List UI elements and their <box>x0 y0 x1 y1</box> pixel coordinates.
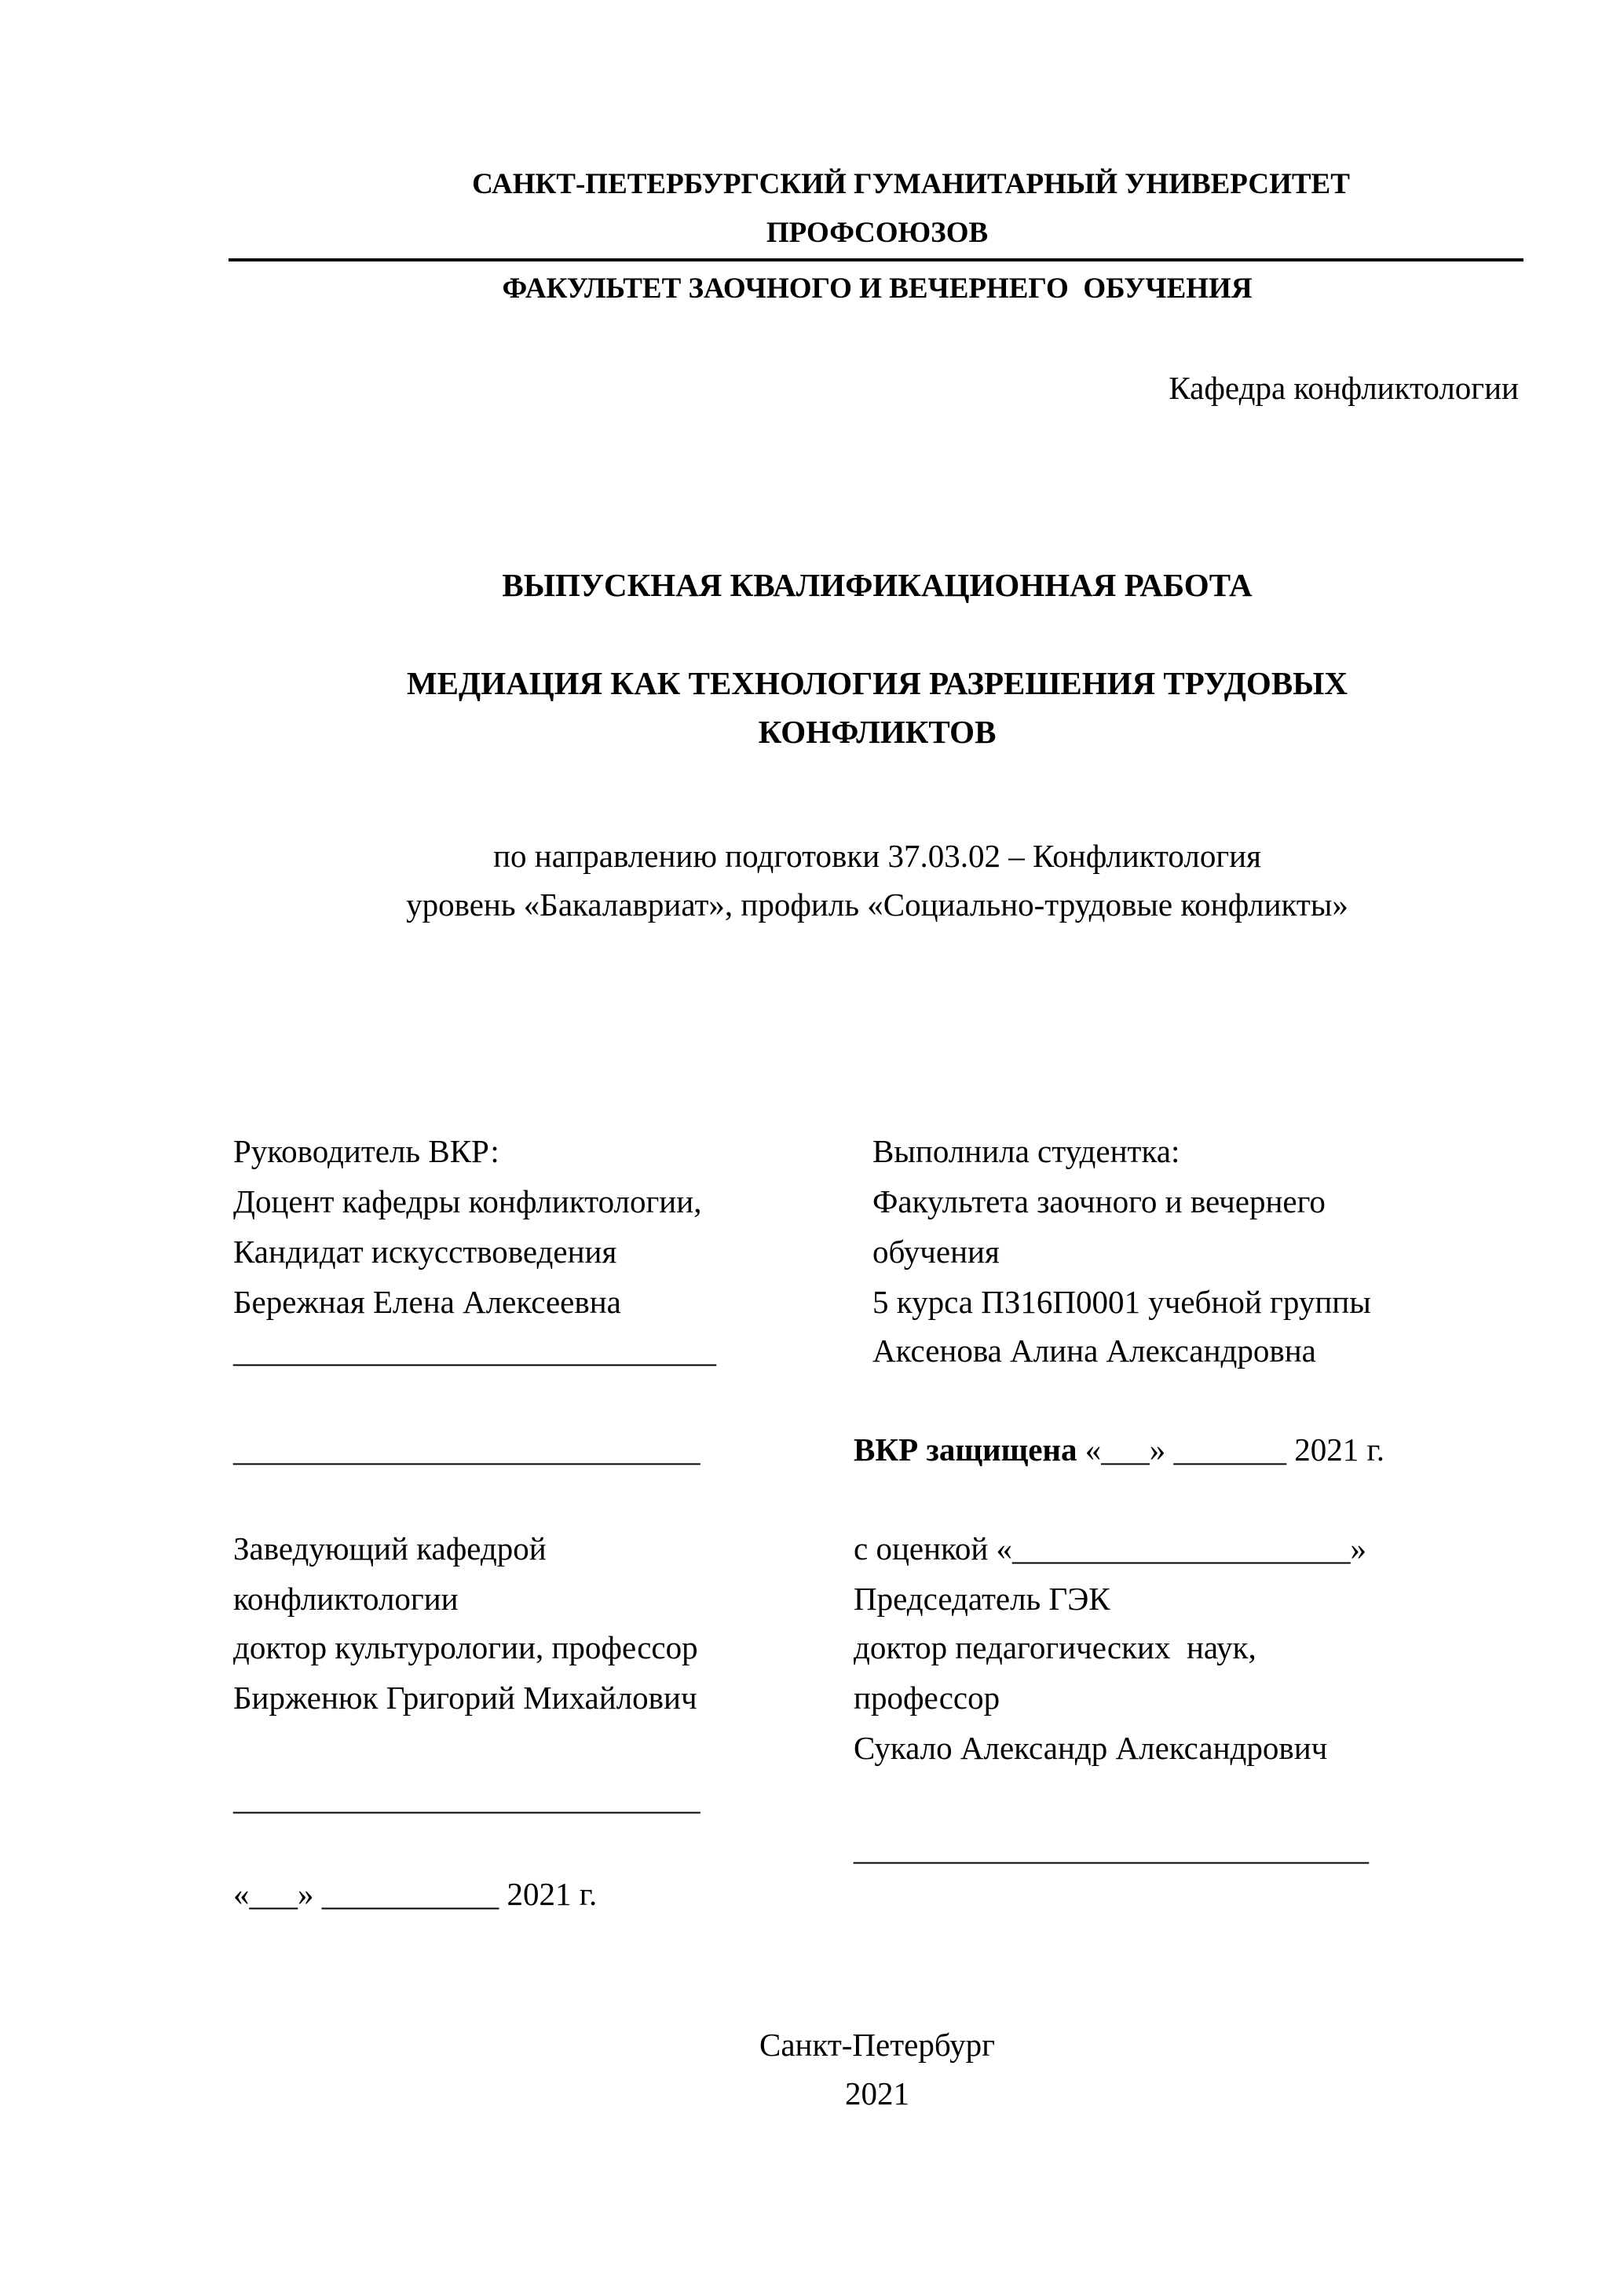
university-name-line1: САНКТ-ПЕТЕРБУРГСКИЙ ГУМАНИТАРНЫЙ УНИВЕРСИТЕТ <box>472 168 1350 200</box>
student-name: Аксенова Алина Александровна <box>872 1333 1316 1369</box>
supervisor-position: Доцент кафедры конфликтологии, <box>233 1183 702 1219</box>
supervisor-degree: Кандидат искусствоведения <box>233 1234 617 1270</box>
chairman-signature-line: ________________________________ <box>854 1830 1369 1866</box>
supervisor-name: Бережная Елена Алексеевна <box>233 1284 621 1320</box>
chairman-title: Председатель ГЭК <box>854 1581 1110 1617</box>
supervisor-signature-line: ______________________________ <box>233 1333 716 1369</box>
head-title-line2: конфликтологии <box>233 1581 459 1617</box>
defense-line <box>854 1425 1384 1474</box>
direction-line1: по направлению подготовки 37.03.02 – Конфликтология <box>493 838 1261 874</box>
supervisor-label: Руководитель ВКР: <box>233 1133 499 1169</box>
defense-label: ВКР защищена <box>854 1431 1077 1468</box>
supervisor-signature-line-2: _____________________________ <box>233 1431 700 1468</box>
head-name: Бирженюк Григорий Михайлович <box>233 1680 697 1716</box>
chairman-name: Сукало Александр Александрович <box>854 1730 1328 1766</box>
university-name-line2: ПРОФСОЮЗОВ <box>766 217 989 249</box>
head-title-line1: Заведующий кафедрой <box>233 1530 547 1567</box>
footer-year: 2021 <box>845 2075 909 2111</box>
student-faculty-line1: Факультета заочного и вечернего <box>872 1183 1326 1219</box>
head-date: «___» ___________ 2021 г. <box>233 1876 598 1912</box>
header-divider <box>229 258 1523 261</box>
department-name: Кафедра конфликтологии <box>1169 370 1519 406</box>
defense-grade: с оценкой «_____________________» <box>854 1530 1367 1567</box>
footer-city: Санкт-Петербург <box>759 2027 995 2063</box>
direction-line2: уровень «Бакалавриат», профиль «Социально-трудовые конфликты» <box>406 887 1348 923</box>
defense-date: «___» _______ 2021 г. <box>1077 1431 1384 1468</box>
work-type-title: ВЫПУСКНАЯ КВАЛИФИКАЦИОННАЯ РАБОТА <box>502 567 1253 603</box>
topic-title-line2: КОНФЛИКТОВ <box>758 714 997 750</box>
head-degree: доктор культурологии, профессор <box>233 1629 698 1665</box>
chairman-degree-line1: доктор педагогических наук, <box>854 1629 1256 1665</box>
topic-title-line1: МЕДИАЦИЯ КАК ТЕХНОЛОГИЯ РАЗРЕШЕНИЯ ТРУДОВЫХ <box>406 665 1348 701</box>
chairman-degree-line2: профессор <box>854 1680 1000 1716</box>
faculty-name: ФАКУЛЬТЕТ ЗАОЧНОГО И ВЕЧЕРНЕГО ОБУЧЕНИЯ <box>502 272 1253 305</box>
student-faculty-line2: обучения <box>872 1234 1000 1270</box>
head-signature-line: _____________________________ <box>233 1780 700 1816</box>
student-group: 5 курса ПЗ16П0001 учебной группы <box>872 1284 1371 1320</box>
student-label: Выполнила студентка: <box>872 1133 1180 1169</box>
